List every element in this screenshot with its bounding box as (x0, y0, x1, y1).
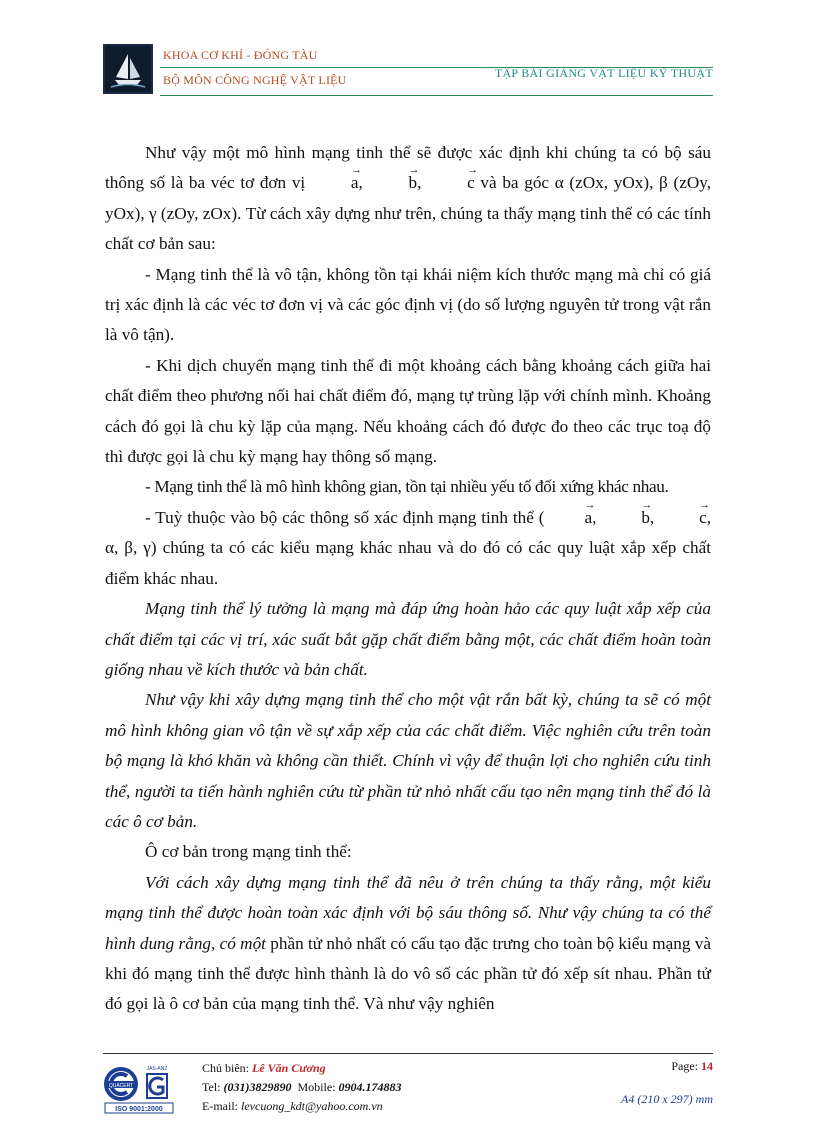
vector-a: → a (544, 503, 592, 533)
paragraph-6: Mạng tinh thể lý tưởng là mạng mà đáp ứng hoàn hảo các quy luật xắp xếp của chất điểm tại các vị trí, xác suất bắt gặp chất điểm bằng một, các chất điểm hoàn toàn giống nhau về kích thước và bản chất. (105, 599, 711, 679)
phone-line (202, 1078, 402, 1097)
p9-italic-text: Với cách xây dựng mạng tinh thể đã nêu ở trên chúng ta thấy rằng, một kiểu mạng tinh thể được hoàn toàn xác định với bộ sáu thông số. Như vậy chúng ta có thể hình dung rằng, có một (105, 872, 711, 953)
vector-c: → c (659, 503, 707, 533)
paper-size: A4 (210 x 297) mm (621, 1092, 713, 1106)
paragraph-2: - Mạng tinh thể là vô tận, không tồn tại khái niệm kích thước mạng mà chỉ có giá trị xác định là các véc tơ đơn vị và các góc định vị (do số lượng nguyên tử trong vật rắn là vô tận). (105, 264, 711, 345)
cert-text-jasanz: JAS-ANZ (146, 1066, 168, 1072)
paragraph-9 (105, 868, 711, 1020)
book-title: TẬP BÀI GIẢNG VẬT LIỆU KỸ THUẬT (494, 66, 713, 80)
page-label: Page: (671, 1059, 701, 1073)
paragraph-4: - Mạng tinh thể là mô hình không gian, tồn tại nhiều yếu tố đối xứng khác nhau. (145, 477, 669, 497)
cert-text-quacert: QUACERT (108, 1083, 134, 1089)
paragraph-7: Như vậy khi xây dựng mạng tinh thể cho một vật rắn bất kỳ, chúng ta sẽ có một mô hình không gian vô tận về sự xắp xếp của các chất điểm. Việc nghiên cứu trên toàn bộ mạng là khó khăn và không cần thiết. Chính vì vậy để thuận lợi cho nghiên cứu tinh thể, người ta tiến hành nghiên cứu từ phần tử nhỏ nhất cấu tạo nên mạng tinh thể đó là các ô cơ bản. (105, 690, 711, 831)
paragraph-3: - Khi dịch chuyển mạng tinh thể đi một khoảng cách bằng khoảng cách giữa hai chất điểm theo phương nối hai chất điểm đó, mạng tự trùng lặp với chính mình. Khoảng cách đó gọi là chu kỳ lặp của mạng. Nếu khoảng cách đó được đo theo các trục toạ độ thì được gọi là chu kỳ mạng hay thông số mạng. (105, 355, 711, 467)
tel-number: (031)3829890 (223, 1080, 292, 1094)
certification-logo-icon (103, 1062, 175, 1114)
page-number (671, 1059, 713, 1074)
vector-c: → c (427, 168, 475, 198)
editor-name: Lê Văn Cương (252, 1061, 326, 1075)
tel-label: Tel: (202, 1080, 224, 1094)
vector-b: → b (601, 503, 650, 533)
p1-text-a: Như vậy một mô hình mạng tinh thể sẽ được xác định khi chúng ta có bộ sáu thông số là ba véc tơ đơn vị (105, 143, 711, 193)
p1-text-b: và ba góc α (zOx, yOx), β (zOy, yOx), γ (zOy, zOx). Từ cách xây dựng như trên, chúng ta thấy mạng tinh thể có các tính chất cơ bản sau: (105, 173, 712, 254)
paragraph-1: Như vậy một mô hình mạng tinh thể sẽ được xác định khi chúng ta có bộ sáu thông số là ba véc tơ đơn vị → a, → b, → c và ba góc α (zOx, yOx), β (zOy, yOx), γ (zOy, zOx). Từ cách xây dựng như trên, chúng ta thấy mạng tinh thể có các tính chất cơ bản sau: (105, 138, 711, 260)
email-label: E-mail: (202, 1099, 241, 1113)
footer-rule (103, 1053, 713, 1054)
vector-b: → b (369, 168, 418, 198)
p5-text-a: - Tuỳ thuộc vào bộ các thông số xác định mạng tinh thể ( (145, 507, 545, 527)
p9-normal-text: phần tử nhỏ nhất có cấu tạo đặc trưng cho toàn bộ kiểu mạng và khi đó mạng tinh thể được hình thành là do vô số các phần tử đó xếp sít nhau. Phần tử đó gọi là ô cơ bản của mạng tinh thể. Và như vậy nghiên (105, 933, 711, 1014)
cert-text-iso: ISO 9001:2000 (115, 1106, 163, 1113)
email-line (202, 1097, 402, 1116)
mobile-number: 0904.174883 (338, 1080, 402, 1094)
vector-a: → a (311, 168, 359, 198)
paragraph-5: - Tuỳ thuộc vào bộ các thông số xác định mạng tinh thể (→ a, → b, → c, α, β, γ) chúng ta có các kiểu mạng khác nhau và do đó có các quy luật xắp xếp chất điểm khác nhau. (105, 503, 711, 594)
email-address[interactable]: levcuong_kdt@yahoo.com.vn (241, 1099, 383, 1113)
document-body (105, 138, 711, 1020)
footer-contact (202, 1059, 402, 1116)
mobile-label: Mobile: (291, 1080, 339, 1094)
editor-line (202, 1059, 402, 1078)
page-header (103, 44, 713, 99)
p5-text-b: , α, β, γ) chúng ta có các kiểu mạng khác nhau và do đó có các quy luật xắp xếp chất điểm khác nhau. (105, 507, 712, 588)
paragraph-8: Ô cơ bản trong mạng tinh thể: (145, 842, 352, 862)
department-name: BỘ MÔN CÔNG NGHỆ VẬT LIỆU (163, 73, 347, 87)
ship-logo-icon (103, 44, 153, 94)
page-footer (103, 1050, 713, 1116)
editor-label: Chủ biên: (202, 1061, 252, 1075)
header-bottom-rule (160, 95, 713, 96)
faculty-name: KHOA CƠ KHÍ - ĐÓNG TÀU (163, 48, 318, 62)
page-value: 14 (701, 1059, 713, 1073)
